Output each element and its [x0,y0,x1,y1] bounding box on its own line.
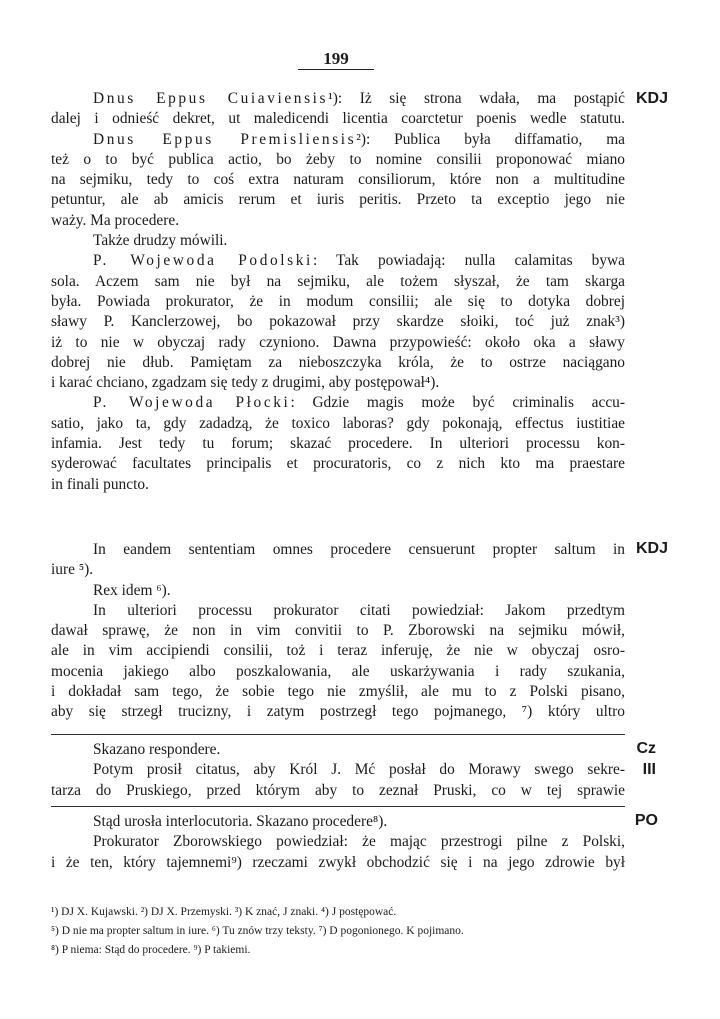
paragraph-line: i karać chciano, zgadzam się tedy z drugimi, aby postępował⁴). [51,374,440,392]
text-section-2 [51,540,625,723]
paragraph-line: Prokurator Zborowskiego powiedział: że mając przestrogi pilne z Polski, [93,833,625,851]
paragraph-line: in finali puncto. [51,475,149,493]
paragraph-line: dalej i odnieść dekret, ut maledicendi licentia coarctetur poenis wedle statutu. [51,110,625,128]
footnotes [51,903,631,960]
paragraph-line: była. Powiada prokurator, że in modum consilii; ale się to dotyka dobrej [51,292,625,310]
paragraph-line: ale in vim accipiendi consilii, toż i teraz inferuję, że nie w obyczaj osro- [51,642,625,660]
paragraph-line: iż to nie w obyczaj rady czyniono. Dawna przypowieść: około oka a sławy [51,333,625,351]
margin-mark: Cz [636,740,656,757]
margin-mark: PO [634,812,658,829]
text-section-1 [51,89,625,495]
paragraph-line: infamia. Jest tedy tu forum; skazać procedere. In ulteriori processu kon- [51,435,625,453]
paragraph-line: i że ten, który tajemnemi⁹) rzeczami zwykł obchodzić się i na jego zdrowie był [51,853,625,871]
page-number: 199 [298,50,374,70]
paragraph-line: syderować facultates principalis et procuratoris, co z nich kto ma praestare [51,455,625,473]
margin-mark: III [642,761,656,778]
paragraph-line: iure ⁵). [51,561,94,579]
margin-mark: KDJ [635,90,668,107]
footnote-line: ⁵) D nie ma propter saltum in iure. ⁶) Tu znów trzy teksty. ⁷) D pogonionego. K pojimano. [51,925,464,937]
paragraph-line: i dokładał sam tego, że sobie tego nie zmyślił, ale mu to z Polski pisano, [51,683,625,701]
section-divider [51,806,625,807]
paragraph-line: na sejmiku, tedy to coś extra naturam consiliorum, które non a multitudine [51,171,625,189]
paragraph-line: sola. Aczem sam nie był na sejmiku, ale tożem słyszał, że tam skarga [51,272,625,290]
footnote-line: ¹) DJ X. Kujawski. ²) DJ X. Przemyski. ³) K znać, J znaki. ⁴) J postępować. [51,906,397,918]
text-section-3 [51,740,625,801]
section-divider [51,734,625,735]
paragraph-line: Dnus Eppus Cuiaviensis¹): Iż się strona wdała, ma postąpić [93,90,625,107]
paragraph-line: też o to być publica actio, bo żeby to nomine consilii proponować miano [51,150,625,168]
paragraph-line: P. Wojewoda Płocki: Gdzie magis może być criminalis accu- [93,394,625,412]
paragraph-line: mocenia jakiego albo poszkalowania, ale uskarżywania i rady szukania, [51,662,625,680]
footnote-line: ⁸) P niema: Stąd do procedere. ⁹) P takiemi. [51,944,251,956]
paragraph-line: tarza do Pruskiego, przed którym aby to zeznał Pruski, co w tej sprawie [51,781,625,799]
paragraph-line: Potym prosił citatus, aby Król J. Mć posłał do Morawy swego sekre- [93,761,625,779]
paragraph-line: Rex idem ⁶). [93,581,171,599]
paragraph-line: aby się strzegł trucizny, i zatym postrzegł tego pojmanego, ⁷) który ultro [51,703,625,721]
paragraph-line: Skazano respondere. [93,741,221,758]
paragraph-line: petuntur, ale ab amicis rerum et iuris peritis. Przeto ta exceptio jego nie [51,191,625,209]
paragraph-line: In eandem sententiam omnes procedere censuerunt propter saltum in [93,541,625,558]
paragraph-line: dawał sprawę, że non in vim convitii to P. Zborowski na sejmiku mówił, [51,622,625,640]
paragraph-line: In ulteriori processu prokurator citati powiedział: Jakom przedtym [93,601,625,619]
margin-mark: KDJ [635,540,668,557]
paragraph-line: Stąd urosła interlocutoria. Skazano procedere⁸). [93,813,388,830]
text-section-4 [51,812,625,873]
paragraph-line: sławy P. Kanclerzowej, bo pokazował przy skardze słoiki, toć już znak³) [51,313,625,331]
paragraph-line: Dnus Eppus Premisliensis²): Publica była diffamatio, ma [93,130,625,148]
paragraph-line: P. Wojewoda Podolski: Tak powiadają: nulla calamitas bywa [93,252,625,270]
paragraph-line: satio, jako ta, gdy zadadzą, że toxico laboras? gdy pokonają, effectus iustitiae [51,414,625,432]
paragraph-line: dobrej nie dłub. Pamiętam za nieboszczyka króla, że to ostrze naciągano [51,353,625,371]
paragraph-line: Także drudzy mówili. [93,232,228,250]
paragraph-line: waży. Ma procedere. [51,211,180,229]
